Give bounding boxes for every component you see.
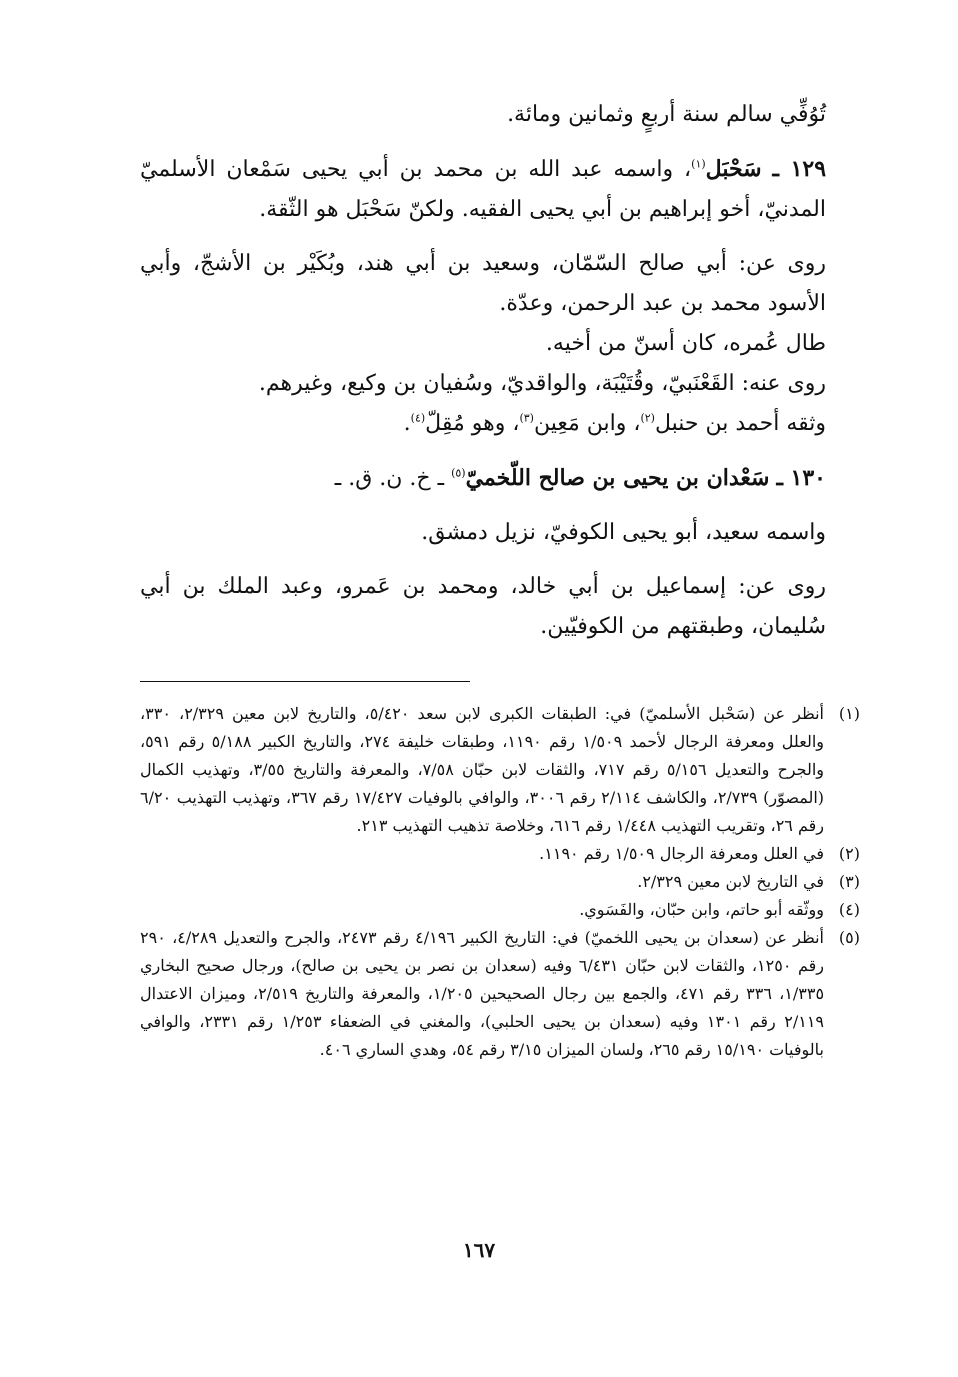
footnote-text: أنظر عن (سعدان بن يحيى اللخميّ) في: التاريخ الكبير ٤/١٩٦ رقم ٢٤٧٣، والجرح والتعديل ٤/٢٨٩، ٢٩٠ رقم ١٢٥٠، والثقات لابن حبّان ٦/٤٣١ وفيه (سعدان بن نصر بن يحيى بن صالح)، ورجال صحيح البخاري ١/٣٣٥، ٣٣٦ رقم ٤٧١، والجمع بين رجال الصحيحين ١/٢٠٥، والمعرفة والتاريخ ٢/٥١٩، وميزان الاعتدال ٢/١١٩ رقم ١٣٠١ وفيه (سعدان بن يحيى الحلبي)، والمغني في الضعفاء ١/٢٥٣ رقم ٢٣٣١، والوافي بالوفيات ١٥/١٩٠ رقم ٢٦٥، ولسان الميزان ٣/١٥ رقم ٥٤، وهدي الساري ٤٠٦. [140,928,825,1059]
footnote-number: (٣) [838,872,860,891]
footnote-text: في التاريخ لابن معين ٢/٣٢٩. [637,872,824,891]
footnote-4 [140,896,860,924]
intro-line: تُوُفِّي سالم سنة أربعٍ وثمانين ومائة. [507,102,826,127]
footnote-ref-4: (٤) [410,411,426,425]
page-number: ١٦٧ [462,1238,496,1262]
riwaya-an-130: روى عن: إسماعيل بن أبي خالد، ومحمد بن عَمرو، وعبد الملك بن أبي سُليمان، وطبقتهم من الكوفيّين. [140,574,826,639]
riwaya-an-129: روى عن: أبي صالح السّمّان، وسعيد بن أبي هند، وبُكَيْر بن الأشجّ، وأبي الأسود محمد بن عبد الرحمن، وعدّة. [140,251,826,316]
entry-129-name: سَحْبَل [705,156,762,182]
footnote-ref-2: (٢) [640,411,655,425]
footnote-ref-1: (١) [691,157,706,171]
footnote-3 [140,868,860,896]
footnote-number: (١) [838,704,860,723]
page-body [140,95,860,1375]
entry-129-rest: ، واسمه عبد الله بن محمد بن أبي يحيى سَمْعان الأسلميّ المدنيّ، أخو إبراهيم بن أبي يحيى الفقيه. ولكنّ سَحْبَل هو الثّقة. [140,157,826,222]
footnote-number: (٢) [838,844,860,863]
thiqa-part-1: وثقه أحمد بن حنبل [654,411,826,436]
entry-130-name: سَعْدان بن يحيى بن صالح اللّخميّ [465,465,770,491]
footnotes [140,700,860,1064]
thiqa-part-3: ، وهو مُقِلّ [425,411,520,436]
entry-130-codes: ـ خ. ن. ق. ـ [334,466,445,491]
entry-129 [140,149,860,230]
footnote-text: في العلل ومعرفة الرجال ١/٥٠٩ رقم ١١٩٠. [539,844,824,863]
footnote-number: (٥) [838,928,860,947]
footnote-number: (٤) [838,900,860,919]
tal-umruh: طال عُمره، كان أسنّ من أخيه. [545,331,826,356]
thiqa-part-4: . [403,411,411,436]
footnote-divider [140,681,470,682]
main-text [140,95,860,647]
footnote-1 [140,700,860,840]
footnote-text: أنظر عن (سَحْبل الأسلميّ) في: الطبقات الكبرى لابن سعد ٥/٤٢٠، والتاريخ لابن معين ٢/٣٢٩، ٣٣٠، والعلل ومعرفة الرجال لأحمد ١/٥٠٩ رقم ١١٩٠، وطبقات خليفة ٢٧٤، والتاريخ الكبير ٥/١٨٨ رقم ٥٩١، والجرح والتعديل ٥/١٥٦ رقم ٧١٧، والثقات لابن حبّان ٧/٥٨، والمعرفة والتاريخ ٣/٥٥، وتهذيب الكمال (المصوّر) ٢/٧٣٩، والكاشف ٢/١١٤ رقم ٣٠٠٦، والوافي بالوفيات ١٧/٤٢٧ رقم ٣٦٧، وتهذيب التهذيب ٦/٢٠ رقم ٢٦، وتقريب التهذيب ١/٤٤٨ رقم ٦١٦، وخلاصة تذهيب التهذيب ٢١٣. [140,704,825,835]
entry-130-number: ١٣٠ ـ [776,465,826,491]
thiqa-part-2: ، وابن مَعِين [533,411,641,436]
entry-130 [140,458,860,499]
footnote-text: ووثّقه أبو حاتم، وابن حبّان، والفَسَوي. [579,900,824,919]
thiqa-line [140,404,860,444]
footnote-ref-5: (٥) [451,466,466,480]
riwaya-anhu-129: روى عنه: القَعْنَبيّ، وقُتَيْبَة، والواقديّ، وسُفيان بن وكيع، وغيرهم. [258,371,826,396]
footnote-5 [140,924,860,1064]
footnote-2 [140,840,860,868]
footnote-ref-3: (٣) [519,411,534,425]
entry-129-number: ١٢٩ ـ [772,156,827,182]
ismuhu-130: واسمه سعيد، أبو يحيى الكوفيّ، نزيل دمشق. [421,520,826,545]
